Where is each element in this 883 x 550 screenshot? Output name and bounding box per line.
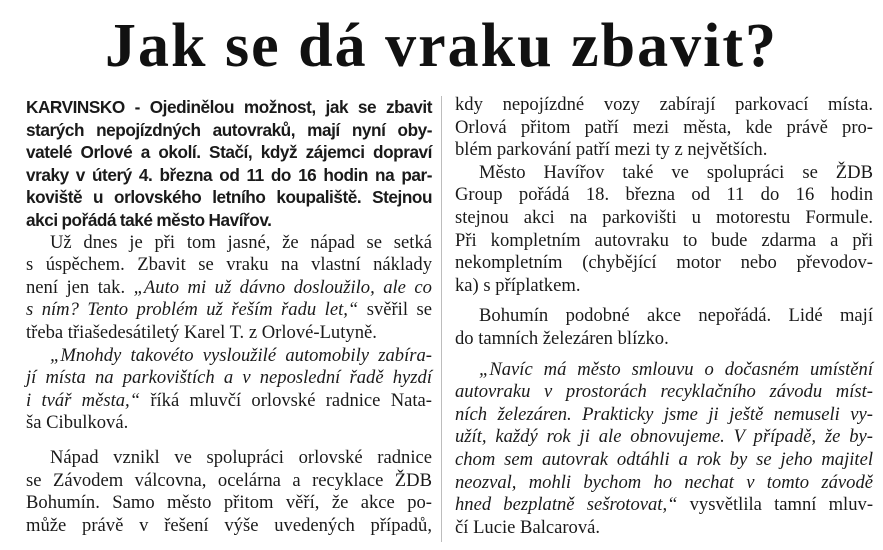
quote-line: ních železáren. Prakticky jsme ji ještě nemuseli vy- xyxy=(455,403,873,425)
text-line: stejnou akci na parkovišti u motorestu Formule. xyxy=(455,206,873,228)
text-line: může právě v řešení výše uvedených případů, xyxy=(26,514,432,536)
text-line xyxy=(26,390,432,413)
text-line: se Závodem válcovna, ocelárna a recyklace ŽDB xyxy=(26,469,432,491)
text-line: Nápad vznikl ve spolupráci orlovské radnice xyxy=(50,446,432,468)
text-line: blém parkování patří mezi ty z největších. xyxy=(455,139,768,161)
text-span: svěřil se xyxy=(358,299,432,321)
text-line: Group pořádá 18. března od 11 do 16 hodin xyxy=(455,184,873,206)
quote-line: neozval, mohli bychom ho nechat v tomto závodě xyxy=(455,471,873,493)
text-span: vysvětlila tamní mluv- xyxy=(677,494,874,516)
text-line: nekompletním (chybějící motor nebo převodov- xyxy=(455,252,873,274)
text-span: říká mluvčí orlovské radnice Nata- xyxy=(140,389,432,411)
quote-span: hned bezplatně sešrotovat,“ xyxy=(455,494,678,516)
quote-line: „Navíc má město smlouvu o dočasném umístění xyxy=(479,358,873,380)
paragraph xyxy=(455,94,873,162)
text-line: s úspěchem. Zbavit se vraku na vlastní náklady xyxy=(26,254,432,276)
lead-line: vatelé Orlové a okolí. Stačí, když zájemci dopraví xyxy=(26,142,432,163)
lead-line: starých nepojízdných autovraků, mají nyní oby- xyxy=(26,119,432,140)
paragraph xyxy=(455,305,873,350)
text-line: čí Lucie Balcarová. xyxy=(455,516,601,538)
text-line: ka) s příplatkem. xyxy=(455,274,581,296)
lead-line: KARVINSKO - Ojedinělou možnost, jak se zbavit xyxy=(26,97,432,117)
text-line: kdy nepojízdné vozy zabírají parkovací místa. xyxy=(455,94,873,115)
text-line: Už dnes je při tom jasné, že nápad se setká xyxy=(50,231,432,253)
text-line: Bohumín podobné akce nepořádá. Lidé mají xyxy=(479,305,873,327)
quote-span: s ním? Tento problém už řeším řadu let,“ xyxy=(26,299,359,321)
left-column xyxy=(26,96,432,537)
article-headline: Jak se dá vraku zbavit? xyxy=(105,12,778,80)
text-line: do tamních železáren blízko. xyxy=(455,327,669,349)
column-divider xyxy=(441,96,442,542)
paragraph-gap xyxy=(26,435,432,447)
text-line: Město Havířov také ve spolupráci se ŽDB xyxy=(479,161,873,183)
paragraph-gap xyxy=(455,351,873,359)
text-line xyxy=(26,299,432,322)
text-line xyxy=(455,494,873,517)
text-line: Při kompletním autovraku to bude zdarma a při xyxy=(455,229,873,251)
lead-line: koviště u orlovského letního koupaliště. Stejnou xyxy=(26,187,432,208)
right-column xyxy=(455,94,873,539)
quote-line: jí místa na parkovištích a v neposlední řadě hyzdí xyxy=(26,367,432,389)
text-line xyxy=(26,277,432,300)
quote-span: „Auto mi už dávno dosloužilo, ale co xyxy=(133,276,432,298)
quote-line: „Mnohdy takovéto vysloužilé automobily zabíra- xyxy=(50,344,432,366)
lead-line: akci pořádá také město Havířov. xyxy=(26,209,272,230)
text-line: třeba třiašedesátiletý Karel T. z Orlové-Lutyně. xyxy=(26,321,377,343)
text-line: Orlová přitom patří mezi města, kde právě pro- xyxy=(455,116,873,138)
paragraph xyxy=(26,232,432,345)
text-line: ša Cibulková. xyxy=(26,412,129,434)
lead-line: vraky v úterý 4. března od 11 do 16 hodin na par- xyxy=(26,164,432,185)
paragraph xyxy=(455,162,873,298)
paragraph xyxy=(455,359,873,540)
paragraph xyxy=(26,447,432,537)
quote-line: autovraku v prostorách recyklačního závodu míst- xyxy=(455,381,873,403)
quote-line: chom sem autovrak odtáhli a rok by se jeho majitel xyxy=(455,448,873,470)
paragraph-gap xyxy=(455,297,873,305)
paragraph xyxy=(26,345,432,435)
article-lead xyxy=(26,96,432,232)
text-span: není jen tak. xyxy=(26,276,126,298)
text-line: Bohumín. Samo město přitom věří, že akce po- xyxy=(26,492,432,514)
quote-line: užít, každý rok ji ale obnovujeme. V případě, že by- xyxy=(455,426,873,448)
quote-span: i tvář města,“ xyxy=(26,389,141,411)
